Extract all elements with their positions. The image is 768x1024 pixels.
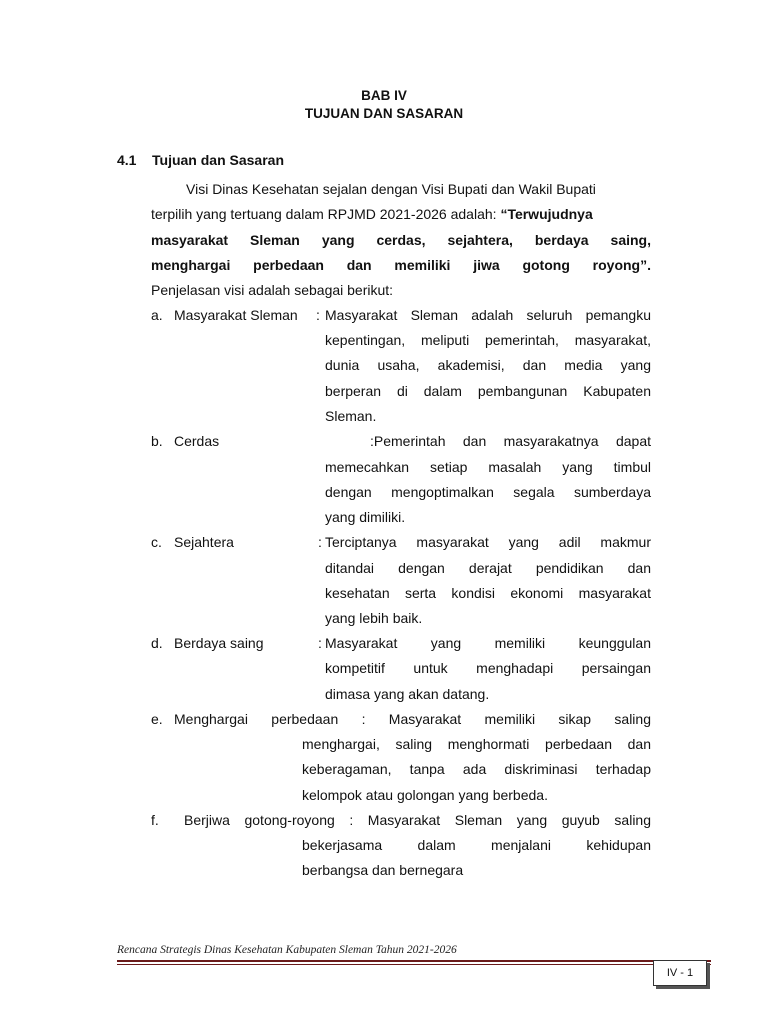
- item-c-line-4: yang lebih baik.: [325, 610, 423, 626]
- item-a-colon: :: [316, 307, 320, 323]
- item-f-line-2: bekerjasama dalam menjalani kehidupan: [302, 837, 651, 853]
- section-number: 4.1: [117, 152, 137, 168]
- item-f-line-1: Berjiwa gotong-royong : Masyarakat Sleman yang guyub saling: [184, 812, 651, 828]
- item-b-term: Cerdas: [174, 433, 220, 449]
- item-a-line-1: Masyarakat Sleman adalah seluruh pemangku: [325, 307, 651, 323]
- item-f-line-3: berbangsa dan bernegara: [302, 862, 464, 878]
- chapter-title: TUJUAN DAN SASARAN: [304, 106, 464, 121]
- item-d-line-1: Masyarakat yang memiliki keunggulan: [325, 635, 651, 651]
- item-b-line-3: dengan mengoptimalkan segala sumberdaya: [325, 484, 651, 500]
- intro-line-1: Visi Dinas Kesehatan sejalan dengan Visi Bupati dan Wakil Bupati: [186, 181, 596, 197]
- item-c-line-2: ditandai dengan derajat pendidikan dan: [325, 560, 651, 576]
- item-d-letter: d.: [151, 635, 163, 651]
- item-a-term: Masyarakat Sleman: [174, 307, 298, 323]
- item-b-line-2: memecahkan setiap masalah yang timbul: [325, 459, 651, 475]
- item-a-letter: a.: [151, 307, 163, 323]
- vision-start: “Terwujudnya: [500, 206, 593, 222]
- item-e-line-1: Menghargai perbedaan : Masyarakat memiliki sikap saling: [174, 711, 651, 727]
- item-a-line-4: berperan di dalam pembangunan Kabupaten: [325, 383, 651, 399]
- item-d-term: Berdaya saing: [174, 635, 264, 651]
- footer-rule: [117, 960, 711, 962]
- item-c-letter: c.: [151, 534, 162, 550]
- item-e-line-3: keberagaman, tanpa ada diskriminasi terhadap: [302, 761, 651, 777]
- item-e-line-2: menghargai, saling menghormati perbedaan dan: [302, 736, 651, 752]
- section-title: Tujuan dan Sasaran: [152, 152, 284, 168]
- item-c-line-3: kesehatan serta kondisi ekonomi masyarakat: [325, 585, 651, 601]
- vision-line-1: masyarakat Sleman yang cerdas, sejahtera, berdaya saing,: [151, 232, 651, 248]
- page-number: IV - 1: [666, 967, 694, 979]
- chapter-label: BAB IV: [361, 88, 407, 103]
- item-c-term: Sejahtera: [174, 534, 234, 550]
- item-b-line-4: yang dimiliki.: [325, 509, 406, 525]
- vision-line-2: menghargai perbedaan dan memiliki jiwa gotong royong”.: [151, 257, 651, 273]
- item-e-line-4: kelompok atau golongan yang berbeda.: [302, 787, 548, 803]
- footer-rule-thin: [117, 964, 711, 965]
- footer-text: Rencana Strategis Dinas Kesehatan Kabupaten Sleman Tahun 2021-2026: [117, 944, 457, 956]
- item-f-letter: f.: [151, 812, 159, 828]
- item-a-line-3: dunia usaha, akademisi, dan media yang: [325, 357, 651, 373]
- item-d-colon: :: [318, 635, 322, 651]
- item-c-colon: :: [318, 534, 322, 550]
- item-a-line-5: Sleman.: [325, 408, 377, 424]
- intro-line-2-text: terpilih yang tertuang dalam RPJMD 2021-2026 adalah:: [151, 206, 501, 222]
- item-e-letter: e.: [151, 711, 163, 727]
- page-number-box: [653, 960, 707, 986]
- item-a-line-2: kepentingan, meliputi pemerintah, masyarakat,: [325, 332, 651, 348]
- section-heading: [117, 152, 284, 168]
- item-b-letter: b.: [151, 433, 163, 449]
- item-b-line-1: :Pemerintah dan masyarakatnya dapat: [370, 433, 651, 449]
- item-d-line-2: kompetitif untuk menghadapi persaingan: [325, 660, 651, 676]
- intro-line-5: Penjelasan visi adalah sebagai berikut:: [151, 282, 394, 298]
- intro-line-2: [151, 205, 651, 223]
- item-d-line-3: dimasa yang akan datang.: [325, 686, 490, 702]
- item-c-line-1: Terciptanya masyarakat yang adil makmur: [325, 534, 651, 550]
